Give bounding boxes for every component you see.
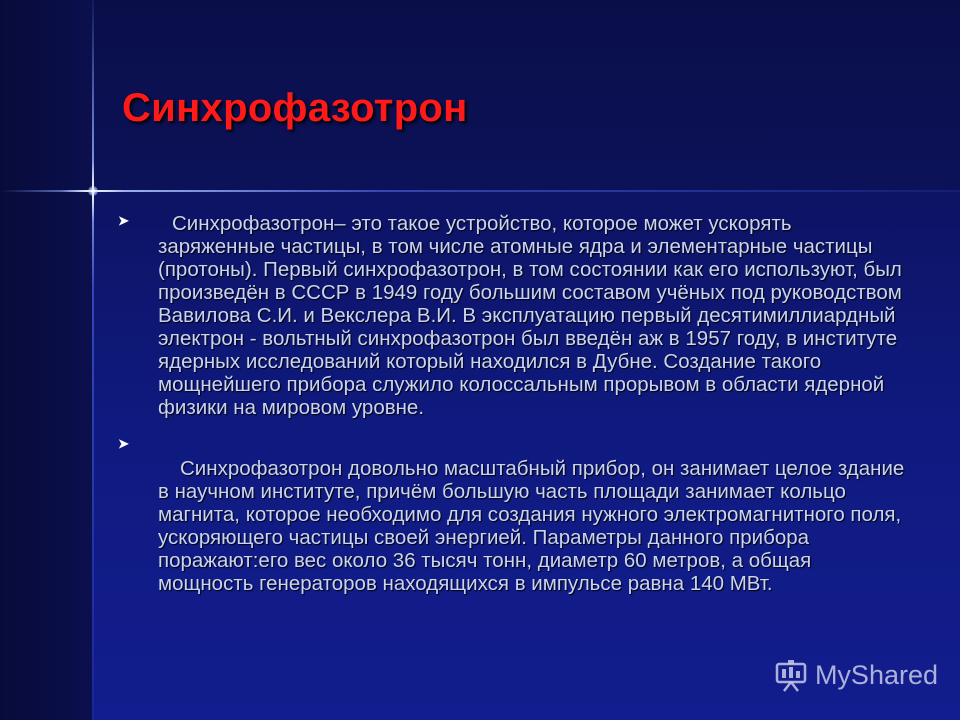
watermark-text: MyShared	[814, 659, 938, 690]
bullet-item	[118, 435, 908, 595]
sparkle-icon	[62, 160, 124, 222]
horizontal-divider-line	[0, 190, 960, 192]
arrow-bullet-icon: ➤	[118, 213, 129, 228]
bullet-item	[118, 212, 908, 419]
left-decor-strip	[0, 0, 92, 720]
bullet-list	[118, 212, 908, 603]
vertical-divider-line	[92, 0, 94, 720]
presentation-board-icon	[773, 658, 809, 692]
slide-title: Синхрофазотрон	[122, 86, 468, 130]
bullet-text: Синхрофазотрон довольно масштабный прибор, он занимает целое здание в научном институте, причём большую часть площади занимает кольцо магнита, которое необходимо для создания нужного электромагнитного поля, ускоряющего частицы своей энергией. Параметры данного прибора поражают:его вес около 36 тысяч тонн, диаметр 60 метров, а общая мощность генераторов находящихся в импульсе равна 140 МВт.	[158, 457, 905, 595]
arrow-bullet-icon: ➤	[118, 436, 129, 451]
bullet-text: Синхрофазотрон– это такое устройство, которое может ускорять заряженные частицы, в том числе атомные ядра и элементарные частицы (протоны). Первый синхрофазотрон, в том состоянии как его используют, был произведён в СССР в 1949 году большим составом учёных под руководством Вавилова С.И. и Векслера В.И. В эксплуатацию первый десятимиллиардный электрон - вольтный синхрофазотрон был введён аж в 1957 году, в институте ядерных исследований который находился в Дубне. Создание такого мощнейшего прибора служило колоссальным прорывом в области ядерной физики на мировом уровне.	[158, 212, 902, 419]
watermark	[773, 658, 938, 692]
